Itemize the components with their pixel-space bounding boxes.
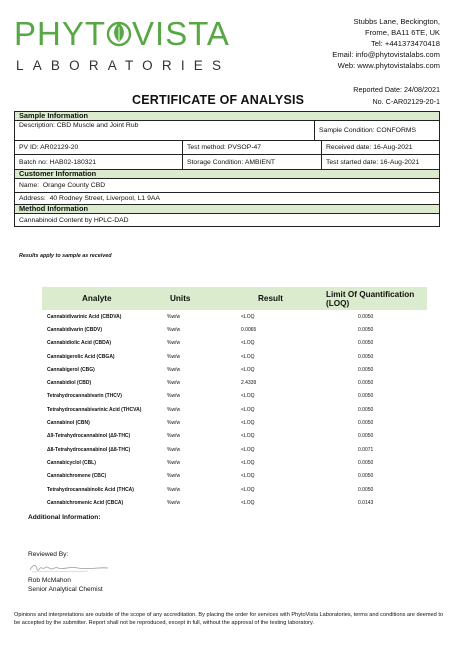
customer-address [15, 193, 439, 204]
results-body [42, 310, 427, 509]
address-line: Frome, BA11 6TE, UK [365, 28, 440, 37]
column-header-analyte: Analyte [82, 294, 112, 303]
units-cell: %w/w [167, 366, 181, 373]
logo-text-prefix: PHYT [14, 15, 107, 52]
units-cell: %w/w [167, 420, 181, 427]
table-row [42, 376, 427, 389]
section-heading-customer: Customer Information [15, 170, 439, 179]
units-cell: %w/w [167, 433, 181, 440]
units-cell: %w/w [167, 393, 181, 400]
additional-information-label: Additional Information: [28, 514, 101, 521]
storage-condition: Storage Condition: AMBIENT [183, 155, 322, 169]
received-date: Received date: 16-Aug-2021 [326, 144, 413, 151]
table-row [42, 470, 427, 483]
logo-text-suffix: VISTA [132, 15, 230, 52]
table-row [42, 443, 427, 456]
sample-row-ids [15, 141, 439, 155]
loq-cell: 0.0050 [358, 459, 374, 466]
loq-cell: 0.0050 [358, 313, 374, 320]
units-cell: %w/w [167, 499, 181, 506]
result-cell: 0.0065 [241, 326, 257, 333]
sample-row-batch [15, 155, 439, 170]
column-header-result: Result [258, 294, 284, 303]
result-cell: <LOQ [241, 420, 255, 427]
result-cell: <LOQ [241, 473, 255, 480]
web-line: Web: www.phytovistalabs.com [337, 61, 440, 70]
loq-cell: 0.0143 [358, 499, 374, 506]
result-cell: <LOQ [241, 313, 255, 320]
table-row [42, 350, 427, 363]
customer-name-label: Name: [19, 182, 40, 189]
units-cell: %w/w [167, 326, 181, 333]
result-cell: <LOQ [241, 393, 255, 400]
company-address [260, 16, 440, 71]
signature-image [28, 561, 110, 575]
section-heading-sample: Sample Information [15, 112, 439, 121]
analyte-cell: Cannabidivarinic Acid (CBDVA) [47, 313, 122, 320]
table-row [42, 403, 427, 416]
units-cell: %w/w [167, 380, 181, 387]
logo-wordmark [14, 16, 230, 52]
loq-cell: 0.0071 [358, 446, 374, 453]
method-row [15, 214, 439, 226]
result-cell: <LOQ [241, 459, 255, 466]
analyte-cell: Cannabidiolic Acid (CBDA) [47, 340, 111, 347]
section-heading-method: Method Information [15, 205, 439, 214]
units-cell: %w/w [167, 473, 181, 480]
loq-cell: 0.0050 [358, 340, 374, 347]
analyte-cell: Cannabidiol (CBD) [47, 380, 92, 387]
column-header-units: Units [170, 294, 191, 303]
loq-cell: 0.0050 [358, 326, 374, 333]
analyte-cell: Δ8-Tetrahydrocannabinol (Δ8-THC) [47, 446, 131, 453]
analyte-cell: Cannabigerol (CBG) [47, 366, 95, 373]
loq-cell: 0.0050 [358, 420, 374, 427]
result-cell: 2.4339 [241, 380, 257, 387]
method-text: Cannabinoid Content by HPLC-DAD [19, 216, 129, 224]
reported-date: Reported Date: 24/08/2021 [353, 85, 440, 94]
table-row [42, 390, 427, 403]
column-header-loq: Limit Of Quantification (LOQ) [326, 289, 415, 308]
units-cell: %w/w [167, 313, 181, 320]
units-cell: %w/w [167, 353, 181, 360]
analyte-cell: Cannabichromene (CBC) [47, 473, 107, 480]
analyte-cell: Cannabicyclol (CBL) [47, 459, 96, 466]
analyte-cell: Tetrahydrocannabivarinic Acid (THCVA) [47, 406, 142, 413]
loq-cell: 0.0050 [358, 366, 374, 373]
result-cell: <LOQ [241, 433, 255, 440]
report-number: No. C-AR02129-20-1 [372, 96, 440, 106]
result-cell: <LOQ [241, 486, 255, 493]
logo-subtitle: LABORATORIES [16, 58, 231, 73]
information-table [14, 111, 440, 227]
test-started-date: Test started date: 16-Aug-2021 [326, 158, 420, 166]
pv-id: PV ID: AR02129-20 [15, 141, 183, 154]
batch-number: Batch no: HAB02-180321 [15, 155, 183, 169]
result-cell: <LOQ [241, 406, 255, 413]
table-row [42, 483, 427, 496]
result-cell: <LOQ [241, 446, 255, 453]
units-cell: %w/w [167, 446, 181, 453]
units-cell: %w/w [167, 486, 181, 493]
company-logo [14, 16, 250, 78]
table-row [42, 430, 427, 443]
email-line: Email: info@phytovistalabs.com [332, 50, 440, 59]
sample-condition: Sample Condition: CONFORMS [319, 127, 417, 134]
results-note: Results apply to sample as received [19, 253, 112, 259]
analyte-cell: Cannabinol (CBN) [47, 420, 90, 427]
table-row [42, 363, 427, 376]
analyte-cell: Cannabichromenic Acid (CBCA) [47, 499, 124, 506]
loq-cell: 0.0050 [358, 380, 374, 387]
loq-cell: 0.0050 [358, 433, 374, 440]
result-cell: <LOQ [241, 499, 255, 506]
reviewed-by-label: Reviewed By: [28, 551, 69, 558]
table-row [42, 323, 427, 336]
analyte-cell: Cannabigerolic Acid (CBGA) [47, 353, 115, 360]
analyte-cell: Tetrahydrocannabinolic Acid (THCA) [47, 486, 134, 493]
signatory [28, 576, 103, 594]
analyte-cell: Tetrahydrocannabivarin (THCV) [47, 393, 122, 400]
phone-line: Tel: +441373470418 [370, 39, 440, 48]
sample-row-description [15, 121, 439, 141]
customer-name [15, 179, 439, 192]
analyte-cell: Cannabidivarin (CBDV) [47, 326, 103, 333]
test-method: Test method: PVSOP-47 [183, 141, 322, 154]
result-cell: <LOQ [241, 353, 255, 360]
customer-row-name [15, 179, 439, 193]
customer-name-value: Orange County CBD [42, 182, 106, 189]
table-row [42, 337, 427, 350]
analyte-cell: Δ9-Tetrahydrocannabinol (Δ9-THC) [47, 433, 131, 440]
loq-cell: 0.0050 [358, 473, 374, 480]
signatory-role: Senior Analytical Chemist [28, 586, 103, 593]
leaf-o-icon [106, 18, 132, 48]
loq-cell: 0.0050 [358, 406, 374, 413]
units-cell: %w/w [167, 459, 181, 466]
signatory-name: Rob McMahon [28, 577, 71, 584]
result-cell: <LOQ [241, 366, 255, 373]
table-row [42, 496, 427, 509]
units-cell: %w/w [167, 340, 181, 347]
document-title: CERTIFICATE OF ANALYSIS [132, 93, 305, 107]
table-row [42, 310, 427, 323]
sample-description: Description: CBD Muscle and Joint Rub [15, 121, 315, 140]
result-cell: <LOQ [241, 340, 255, 347]
loq-cell: 0.0050 [358, 353, 374, 360]
table-row [42, 416, 427, 429]
loq-cell: 0.0050 [358, 393, 374, 400]
customer-address-value: 40 Rodney Street, Liverpool, L1 9AA [49, 195, 160, 202]
results-table [42, 287, 427, 509]
loq-cell: 0.0050 [358, 486, 374, 493]
footer-disclaimer: Opinions and interpretations are outside of the scope of any accreditation. By placing the order for services with PhytoVista Laboratories, terms and conditions are deemed to be accepted by the submitter. Report shall not be reproduced, except in full, without the approval of the testing laboratory. [14, 612, 443, 626]
address-line: Stubbs Lane, Beckington, [353, 17, 440, 26]
table-row [42, 456, 427, 469]
results-header [42, 287, 427, 310]
units-cell: %w/w [167, 406, 181, 413]
customer-address-label: Address: [19, 195, 46, 202]
